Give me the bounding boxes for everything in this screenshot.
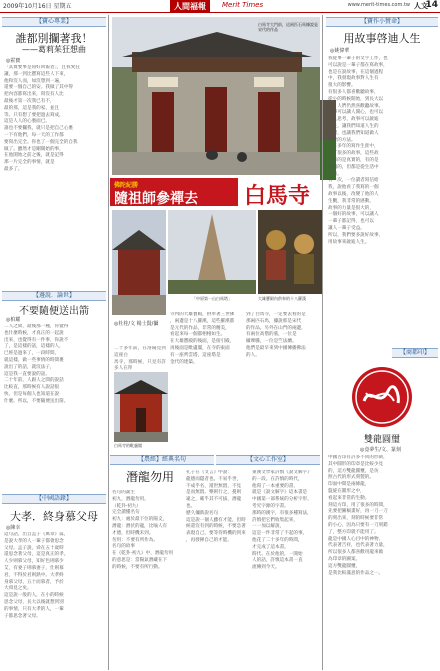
text-line: 也什麼時候，才真正的一起說 (4, 330, 64, 336)
text-line: 在大雄寶殿的後面，是接引殿， (170, 339, 235, 345)
text-line: 刻這方印，用了很多的時間， (328, 502, 388, 508)
text-line: 說出了的話，就沒法子， (4, 364, 55, 370)
text-line: 就這樣，做一些事情的時間裏 (4, 357, 64, 363)
text-line: 馬寺，那時候，只見有許多人在拜 (114, 359, 166, 372)
text-line: 有很多人都喜歡聽故事， (328, 89, 379, 95)
text-line: 就是《說文解字》這本書是 (252, 490, 308, 496)
text-line: 人少則慕父母，知好色則慕少 (4, 559, 64, 565)
text-line: 初九，潛龍勿用。 (112, 496, 149, 502)
text-line: 父母。孟子說，舜在五十歲時 (4, 545, 64, 551)
text-line: 為印章的圖案。 (328, 556, 361, 562)
text-line: 了，整方印就不能用了。 (328, 529, 379, 535)
text-line: 「其實要事是寫好回報者」，且我愛狂 (4, 65, 80, 70)
text-line: 子都思念著父母。 (4, 613, 41, 619)
arhat-statues-photo (258, 210, 322, 294)
text-line: 一輩子都記得，也可以 (328, 219, 374, 225)
feature-banner (110, 178, 320, 209)
text-line: 他們是最早來到中國傳播佛法 (246, 345, 306, 351)
text-line: 一下有他們，每一天的工作都 (4, 132, 64, 138)
text-line: ，兩邊是十八羅漢，這些羅漢都 (170, 318, 235, 324)
text-line: 時代。在於他的，一開始 (252, 551, 303, 557)
red-gate-photo (114, 372, 168, 442)
text-line: 的作品。另外在山門的兩邊， (246, 325, 306, 331)
text-line: 中國古印有許多不同的形制， (328, 455, 388, 460)
text-line: 讓人思考，故事可以啟迪 (328, 117, 379, 123)
text-line: 許慎把它們收集起來， (252, 517, 298, 523)
left-article-title-1: 誰都別攔著我！ (15, 32, 93, 45)
text-line: 印面中間是兩條龍， (328, 482, 370, 488)
text-line: 人生，讓我們知道人生的 (328, 123, 379, 129)
left-article-subtitle-1: ——葛莉茱狂想曲 (22, 45, 86, 54)
text-line: 考究字源的字書。 (252, 503, 289, 509)
text-line: 金代的建築。 (170, 359, 198, 365)
text-line: 歷久彌新說名句 (186, 510, 219, 516)
text-line: 誰也不要攔我，就只是把自己心裏 (4, 126, 73, 132)
text-line: 用故事來啟迪人生。 (328, 239, 370, 245)
text-line: 一一加以解說， (252, 524, 285, 530)
text-line: 還思念著父母，這是真正的孝。 (4, 552, 69, 558)
text-line: 讓人一輩子受益。 (328, 225, 365, 231)
pagoda-caption: 「中原第一山白馬塔」 (192, 296, 232, 301)
right-section-tag-1: 【寶作小贊命】 (326, 17, 438, 27)
banner-kicker: 佛陀紀勝 (114, 182, 139, 189)
banner-headline: 隨祖師參禪去 (114, 191, 198, 207)
text-line: 也是在說故事，在這個過程 (328, 69, 384, 75)
right-section-tag-2: 【商都印】 (392, 348, 438, 358)
section-name: 人文 (414, 2, 428, 10)
text-line: 先要把圖稿畫好，再一刀一刀 (328, 509, 388, 515)
text-line: 君，不得於君則熱中。大孝終 (4, 572, 64, 578)
text-line: 了，是這樣的話，這樣的人， (4, 344, 64, 350)
text-line: 的意思是：當陽氣潛藏在下 (112, 557, 168, 563)
white-horse-pagoda-photo (168, 210, 256, 294)
text-line: 那兩匹石馬，據說那是宋代 (246, 318, 302, 324)
double-dragon-seal-image (350, 365, 414, 429)
text-line: 才德，但時機未到。 (112, 530, 154, 536)
text-line: 不成乎名，遁世無悶，不見 (186, 483, 242, 489)
text-line: 龍德而隱者也。不易乎世， (186, 476, 242, 482)
text-line: 在《乾卦·初九》中，潛龍勿用 (112, 551, 174, 557)
text-line: 候還沒有到的時候，不要急著 (186, 524, 246, 530)
text-line: 看起來每一個都栩栩如生。 (170, 332, 226, 338)
left-article-author-3: ◎陳幸 (6, 525, 21, 531)
issue-date: 2009年10月16日 星期五 (3, 3, 72, 10)
bottom-right-tag: 【文心工作室】 (216, 455, 320, 465)
text-line: 有兩位高僧的墓，一位是 (246, 332, 297, 338)
text-line: 最多了。 (4, 166, 23, 172)
text-line: 已經是過來了，一段時間， (4, 351, 60, 357)
text-line: 故事以後，改變了他的人 (328, 191, 379, 197)
text-line: 的刻出來，刻的時候要非常 (328, 516, 384, 522)
text-line: 看起來非常的生動。 (328, 495, 370, 501)
text-line: （乾卦·初九） (112, 503, 142, 509)
text-line: 來的。 (328, 171, 342, 177)
text-line: 最的那，這是我的家，並且 (4, 105, 60, 111)
arhat-caption: 大雄寶殿內供奉的十八羅漢 (258, 296, 306, 301)
right-article-author-1: ◎姚偉華 (330, 48, 350, 54)
page-header (0, 0, 440, 12)
left-section-tag-1: 【寶心專業】 (2, 17, 106, 27)
page-number: 14 (425, 0, 438, 10)
pavilion-photo (112, 210, 166, 315)
text-line: 這是我一直要說的話。 (4, 371, 50, 377)
text-line: 的人。 (246, 352, 260, 358)
text-line: 再後面是毗盧閣，在寺的東面 (170, 345, 230, 351)
text-line: 攝摩騰，一位是竺法蘭。 (246, 339, 297, 345)
text-line: 到了白馬寺，一定要去看的是 (246, 312, 306, 317)
text-line: 的小心，因為只要有一刀刻錯 (328, 522, 388, 528)
text-line: 他花了二十多年的時間， (252, 537, 303, 543)
text-line: 二人之間，最後那一種，你覺得 (4, 324, 69, 329)
left-section-tag-3: 【中國語錄】 (2, 494, 106, 504)
text-line: 的時候，不要有所行動。 (112, 564, 163, 570)
text-line: 道理，也讓我們知道做人 (328, 130, 379, 136)
text-line: 流傳到今天。 (252, 565, 280, 571)
text-line: 孔子在《文言》中說： (186, 470, 232, 475)
text-line: 最後才第一次我已有不， (4, 98, 55, 104)
text-line: 的事情，只有大孝的人，一輩 (4, 606, 64, 612)
right-article-body-1 (328, 56, 436, 256)
website-url[interactable]: www.merit-times.com.tw (347, 2, 410, 8)
text-line: 是而無悶。樂則行之，憂則 (186, 490, 242, 496)
left-article-body-1 (4, 65, 106, 285)
text-line: 身慕父母，五十而慕者，予於 (4, 579, 64, 585)
text-line: 二十多年前，在洛陽見到這座白 (114, 346, 166, 358)
text-line: 很大的影響。 (328, 83, 356, 89)
text-line: 才完成了這本書。 (252, 544, 289, 550)
text-line: 其中圓形的印章是比較少見 (328, 461, 384, 467)
seal-title: 雙龍圓璽 (363, 435, 400, 445)
text-line: 潛龍：潛伏的龍，比喻人有 (112, 523, 168, 529)
text-line: 做了。雖然才是剛開始的事， (4, 146, 64, 152)
text-line: 故事的力量是很大的， (328, 205, 374, 211)
text-line: 這句話，出自孟子《萬章》篇， (4, 532, 69, 537)
text-line: 在他開始之前之後，就是記得 (4, 153, 64, 159)
text-line: 二十年前，人跟人之間的說話 (4, 378, 64, 384)
text-line: 東漢文學家許慎《說文解字》 (252, 470, 312, 475)
text-line: 他和沒人而，如沒想到一遍， (4, 78, 64, 84)
text-line: 這方雙龍圓璽， (328, 563, 361, 569)
feature-body-3 (246, 312, 320, 440)
text-line: 大舜見之矣。 (4, 586, 32, 592)
text-line: 也。 (186, 503, 196, 509)
bottom-left-tag: 【農經】經典名句 (110, 455, 214, 465)
text-line: 的一段。在許慎的時代， (252, 476, 303, 482)
text-line: 代表著吉祥，也代表著力量， (328, 543, 388, 549)
text-line: 故事可以讓人開心，也可以 (328, 110, 384, 116)
bottom-article-title: 潛龍勿用 (125, 470, 174, 484)
text-line: 有一次，一位讀者寫信給 (328, 178, 379, 184)
text-line: 人的話，許慎這本書一直 (252, 558, 303, 564)
text-line: 從小的時候開始，到長大以 (328, 96, 384, 102)
bottom-body-1 (112, 490, 182, 668)
newspaper-logo: 人間福報 (170, 0, 210, 12)
newspaper-english-name: Merit Times (222, 1, 264, 9)
text-line: 一個好的故事，可以讓人 (328, 212, 379, 218)
text-line: 比較直，那時候有人說話很 (4, 385, 60, 391)
text-line: 我從事一輩子的文字工作，也 (328, 56, 388, 61)
left-article-body-2 (4, 324, 106, 492)
text-line: 思念父母，長大以後就想到別 (4, 599, 64, 605)
text-line: 快，但是每個人也知道在說 (4, 391, 60, 397)
text-line: 所以很多人都喜歡用龍來做 (328, 550, 384, 556)
feature-body-2 (170, 312, 242, 440)
text-line: 可以說是一輩子都在寫故事， (328, 62, 388, 68)
column-divider (108, 15, 109, 670)
text-line: 等。只有想了要把過去寫成， (4, 112, 64, 118)
text-line: 違之，確乎其不可拔，潛龍 (186, 497, 242, 503)
bottom-body-2 (186, 470, 248, 668)
text-line: 是元代的作品，非常的精美， (170, 325, 230, 331)
right-article-title-1: 用故事啓迪人生 (343, 32, 421, 45)
text-line: 事有的是真實的，有的是 (328, 157, 379, 163)
text-line: 寺內的大雄寶殿，供奉著三世佛 (170, 312, 235, 317)
pavilion-caption: 白馬寺的毗盧閣 (114, 443, 142, 448)
temple-gate-photo (112, 17, 320, 175)
text-line: 要寫出完全。你也了一個完全的自我 (4, 139, 78, 145)
text-line: 還要一個自己的安。我做了其中得 (4, 85, 73, 91)
left-article-title-2: 不要隨便送出箭 (19, 306, 89, 317)
right-column-divider (322, 15, 323, 670)
text-line: 是我比較滿意的作品之一。 (328, 570, 384, 576)
banner-temple-name: 白馬寺 (244, 183, 311, 209)
text-line: 初九：處於最下位的陽爻， (112, 517, 168, 523)
text-line: 中，我發現故事對人生有 (328, 76, 379, 82)
text-line: 勿用：不要有所作為。 (112, 537, 158, 543)
text-line: 所以，我們要多說好故事， (328, 232, 384, 238)
right-article-author-2: ◎竟夢生/文、篆刻 (360, 447, 402, 453)
left-article-author-2: ◎柏耀 (6, 317, 21, 323)
text-line: 生觀，我非常的感動。 (328, 198, 374, 204)
text-line: 那時的漢字，有很多種寫法， (252, 510, 312, 516)
text-line: 這是人人的心裏面已。 (4, 119, 50, 125)
bottom-body-3 (252, 470, 320, 668)
text-line: 那一片完全的事情，就是 (4, 160, 55, 166)
gate-photo-caption: 白馬寺大門前，這兩匹石馬據說是宋代的作品 (258, 22, 318, 32)
left-section-tag-2: 【邊說．論世】 (2, 291, 106, 301)
text-line: ，再發揮自己的才能。 (186, 537, 232, 543)
header-rule (0, 12, 440, 13)
text-line: 讓，那一到比寶寫這些人下來， (4, 71, 69, 77)
text-line: 把內容都寫出來，寫沒有人比 (4, 92, 64, 98)
left-article-title-3: 大孝．終身慕父母 (10, 510, 98, 523)
left-article-author-1: ◎霍寶 (6, 58, 21, 64)
text-line: 寫了很多的故事，這些故 (328, 151, 379, 157)
right-article-body-2 (328, 455, 436, 668)
text-line: 艾，有妻子則慕妻子，仕則慕 (4, 565, 64, 571)
text-line: 這是說一個人雖有才能，但時 (186, 517, 246, 523)
text-line: 的，這方雙龍圓璽，是仿 (328, 468, 379, 474)
text-line: 處世的方法。 (328, 137, 356, 143)
text-line: 他寫了一本重要的書， (252, 483, 298, 489)
text-line: 什麼。所以，不要隨便送出箭。 (4, 398, 69, 404)
text-line: 盤旋在圓形之中， (328, 488, 365, 494)
left-article-body-3 (4, 532, 106, 668)
text-line: 這是一件非常了不起的事。 (252, 531, 308, 537)
text-line: 有一座齊雲塔，這座塔是 (170, 352, 221, 358)
text-line: 我，說他看了我寫的一個 (328, 185, 379, 191)
text-line: 是說大孝的人一輩子都會思念 (4, 538, 64, 544)
text-line: 完全讀懂名句 (112, 510, 140, 516)
feature-author: ◎杜桂/文 楊士賢/攝 (114, 321, 159, 327)
text-line: 我在多年的寫作生涯中， (328, 144, 379, 150)
text-line: 虛構的，但都是從生活中 (328, 164, 379, 170)
text-line: 名句的誕生 (112, 490, 135, 495)
text-line: 照古代的形式刻製的。 (328, 475, 374, 481)
text-line: 龍是中國人心目中的神物， (328, 536, 384, 542)
text-line: 名句的故事 (112, 544, 135, 550)
text-line: 出來，也覺得有一件事，你說不 (4, 337, 69, 343)
text-line: 中國第一部系統的分析字形、 (252, 497, 312, 503)
text-line: 表現自己。要等待時機的到來 (186, 531, 246, 537)
text-line: 這是說一般的人，在小的時候 (4, 593, 64, 599)
text-line: 後，人們仍然喜歡聽故事。 (328, 103, 384, 109)
